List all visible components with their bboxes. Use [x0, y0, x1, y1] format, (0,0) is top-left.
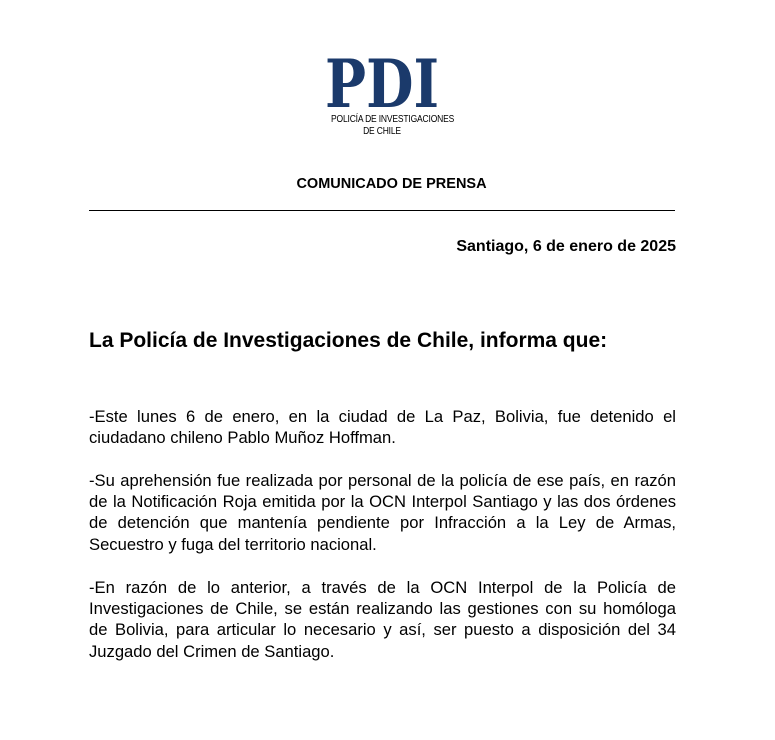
document-date: Santiago, 6 de enero de 2025: [456, 238, 676, 255]
logo-subtitle-line1: POLICÍA DE INVESTIGACIONES: [331, 114, 455, 125]
document-title: COMUNICADO DE PRENSA: [296, 176, 487, 192]
logo-subtitle-line2: DE CHILE: [363, 126, 401, 137]
headline: La Policía de Investigaciones de Chile, informa que:: [89, 329, 608, 352]
paragraph-1: -Este lunes 6 de enero, en la ciudad de La Paz, Bolivia, fue detenido el ciudadano chileno Pablo Muñoz Hoffman.: [89, 407, 676, 448]
paragraph-2: -Su aprehensión fue realizada por personal de la policía de ese país, en razón de la Notificación Roja emitida por la OCN Interpol Santiago y las dos órdenes de detención que mantenía pendiente por Infracción a la Ley de Armas, Secuestro y fuga del territorio nacional.: [89, 471, 676, 554]
paragraph-3: -En razón de lo anterior, a través de la OCN Interpol de la Policía de Investigaciones de Chile, se están realizando las gestiones con su homóloga de Bolivia, para articular lo necesario y así, ser puesto a disposición del 34 Juzgado del Crimen de Santiago.: [89, 578, 676, 661]
pdi-logo-mark: [323, 52, 441, 114]
title-divider: [89, 210, 675, 211]
pdi-logo-text: PDI: [325, 52, 439, 114]
pdi-logo: [322, 52, 455, 138]
